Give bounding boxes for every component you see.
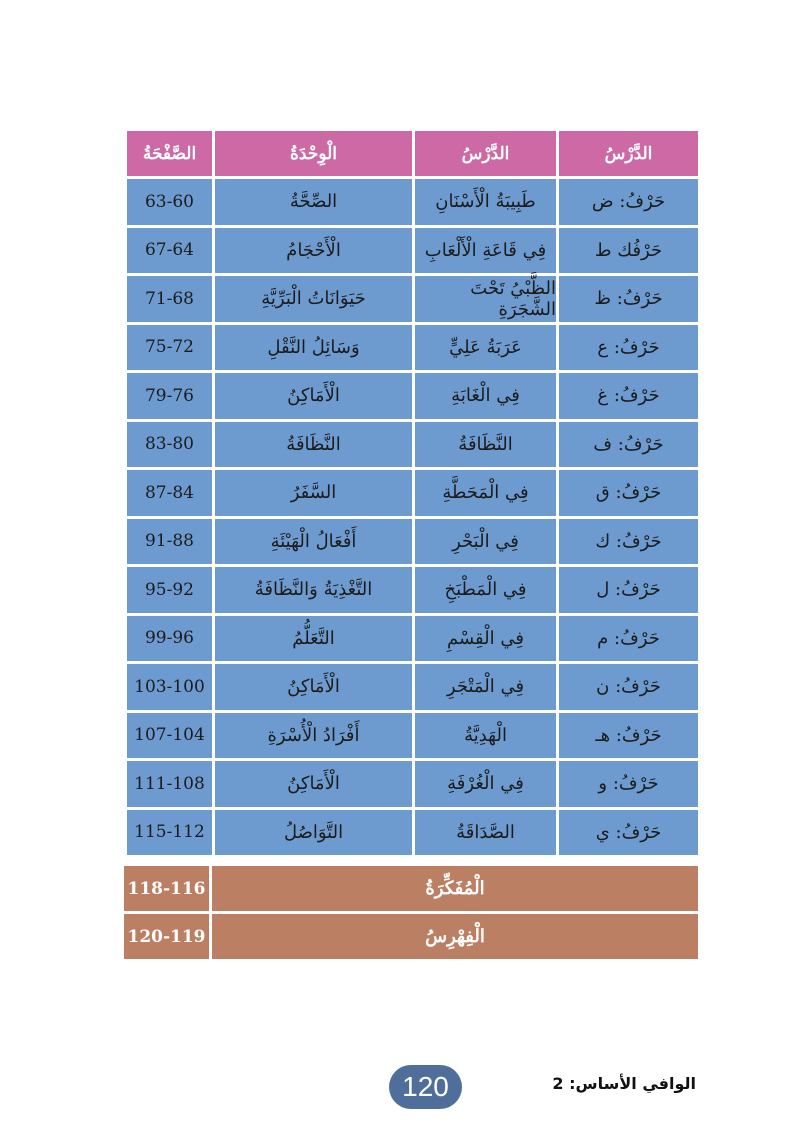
page-cell: 79-76 (127, 373, 212, 419)
unit-cell: الْأَمَاكِنُ (215, 664, 412, 710)
lesson-cell: حَرْفُ: هـ (559, 713, 698, 759)
table-row (121, 616, 698, 662)
lesson-cell: حَرْفُ: ع (559, 325, 698, 371)
table-row (121, 228, 698, 274)
title-cell: فِي الْبَحْرِ (415, 519, 556, 565)
appendix-row (121, 914, 698, 959)
page-cell: 75-72 (127, 325, 212, 371)
appendix-row (121, 866, 698, 911)
unit-cell: الْأَمَاكِنُ (215, 761, 412, 807)
unit-cell: الصِّحَّةُ (215, 179, 412, 225)
header-page: الصَّفْحَةُ (127, 131, 212, 176)
page-number-badge: 120 (389, 1065, 462, 1109)
appendix-label: الْمُفَكِّرَةُ (212, 866, 698, 911)
lesson-cell: حَرْفُ: و (559, 761, 698, 807)
table-header-row (121, 131, 698, 176)
appendix-label: الْفِهْرِسُ (212, 914, 698, 959)
lesson-cell: حَرْفُ: م (559, 616, 698, 662)
page-cell: 87-84 (127, 470, 212, 516)
unit-cell: التَّوَاصُلُ (215, 810, 412, 856)
page-cell: 111-108 (127, 761, 212, 807)
page-cell: 67-64 (127, 228, 212, 274)
page-cell: 91-88 (127, 519, 212, 565)
title-cell: فِي الْقِسْمِ (415, 616, 556, 662)
table-row (121, 713, 698, 759)
page-cell: 115-112 (127, 810, 212, 856)
table-row (121, 761, 698, 807)
page-cell: 95-92 (127, 567, 212, 613)
lesson-cell: حَرْفُ: ف (559, 422, 698, 468)
header-lesson: الدَّرْسُ (559, 131, 698, 176)
unit-cell: السَّفَرُ (215, 470, 412, 516)
book-title: الوافي الأساس: 2 (552, 1074, 696, 1093)
page-cell: 103-100 (127, 664, 212, 710)
title-cell: فِي الْغُرْفَةِ (415, 761, 556, 807)
table-row (121, 179, 698, 225)
page-cell: 83-80 (127, 422, 212, 468)
title-cell: طَبِيبَةُ الْأَسْنَانِ (415, 179, 556, 225)
page-cell: 107-104 (127, 713, 212, 759)
header-title: الدَّرْسُ (415, 131, 556, 176)
lesson-cell: حَرْفُ: ض (559, 179, 698, 225)
lesson-cell: حَرْفُ: ل (559, 567, 698, 613)
table-row (121, 422, 698, 468)
lesson-cell: حَرْفُك ط (559, 228, 698, 274)
page-cell: 63-60 (127, 179, 212, 225)
lesson-cell: حَرْفُ: ك (559, 519, 698, 565)
unit-cell: الْأَحْجَامُ (215, 228, 412, 274)
unit-cell: التَّعَلُّمُ (215, 616, 412, 662)
unit-cell: التَّغْذِيَةُ وَالنَّظَافَةُ (215, 567, 412, 613)
title-cell: عَرَبَةُ عَلِيٍّ (415, 325, 556, 371)
title-cell: الصَّدَاقَةُ (415, 810, 556, 856)
lesson-cell: حَرْفُ: ي (559, 810, 698, 856)
table-row (121, 664, 698, 710)
title-cell: النَّظَافَةُ (415, 422, 556, 468)
unit-cell: الْأَمَاكِنُ (215, 373, 412, 419)
page-cell: 99-96 (127, 616, 212, 662)
lesson-cell: حَرْفُ: ظ (559, 276, 698, 322)
unit-cell: حَيَوَانَاتُ الْبَرِّيَّةِ (215, 276, 412, 322)
appendix-page: 118-116 (124, 866, 209, 911)
title-cell: فِي الْمَطْبَخِ (415, 567, 556, 613)
table-row (121, 567, 698, 613)
lesson-cell: حَرْفُ: ن (559, 664, 698, 710)
header-unit: الْوِحْدَةُ (215, 131, 412, 176)
contents-table (121, 131, 698, 959)
unit-cell: وَسَائِلُ النَّقْلِ (215, 325, 412, 371)
lesson-cell: حَرْفُ: ق (559, 470, 698, 516)
title-cell: الظَّبْيُ تَحْتَ الشَّجَرَةِ (415, 276, 556, 322)
table-row (121, 276, 698, 322)
lesson-cell: حَرْفُ: غ (559, 373, 698, 419)
table-row (121, 470, 698, 516)
table-row (121, 810, 698, 856)
title-cell: فِي الْغَابَةِ (415, 373, 556, 419)
title-cell: فِي الْمَحَطَّةِ (415, 470, 556, 516)
unit-cell: أَفْرَادُ الْأُسْرَةِ (215, 713, 412, 759)
table-row (121, 325, 698, 371)
appendix-page: 120-119 (124, 914, 209, 959)
unit-cell: أَفْعَالُ الْهَيْئَةِ (215, 519, 412, 565)
title-cell: فِي قَاعَةِ الْأَلْعَابِ (415, 228, 556, 274)
table-row (121, 373, 698, 419)
unit-cell: النَّظَافَةُ (215, 422, 412, 468)
title-cell: الْهَدِيَّةُ (415, 713, 556, 759)
table-row (121, 519, 698, 565)
page-cell: 71-68 (127, 276, 212, 322)
title-cell: فِي الْمَتْجَرِ (415, 664, 556, 710)
